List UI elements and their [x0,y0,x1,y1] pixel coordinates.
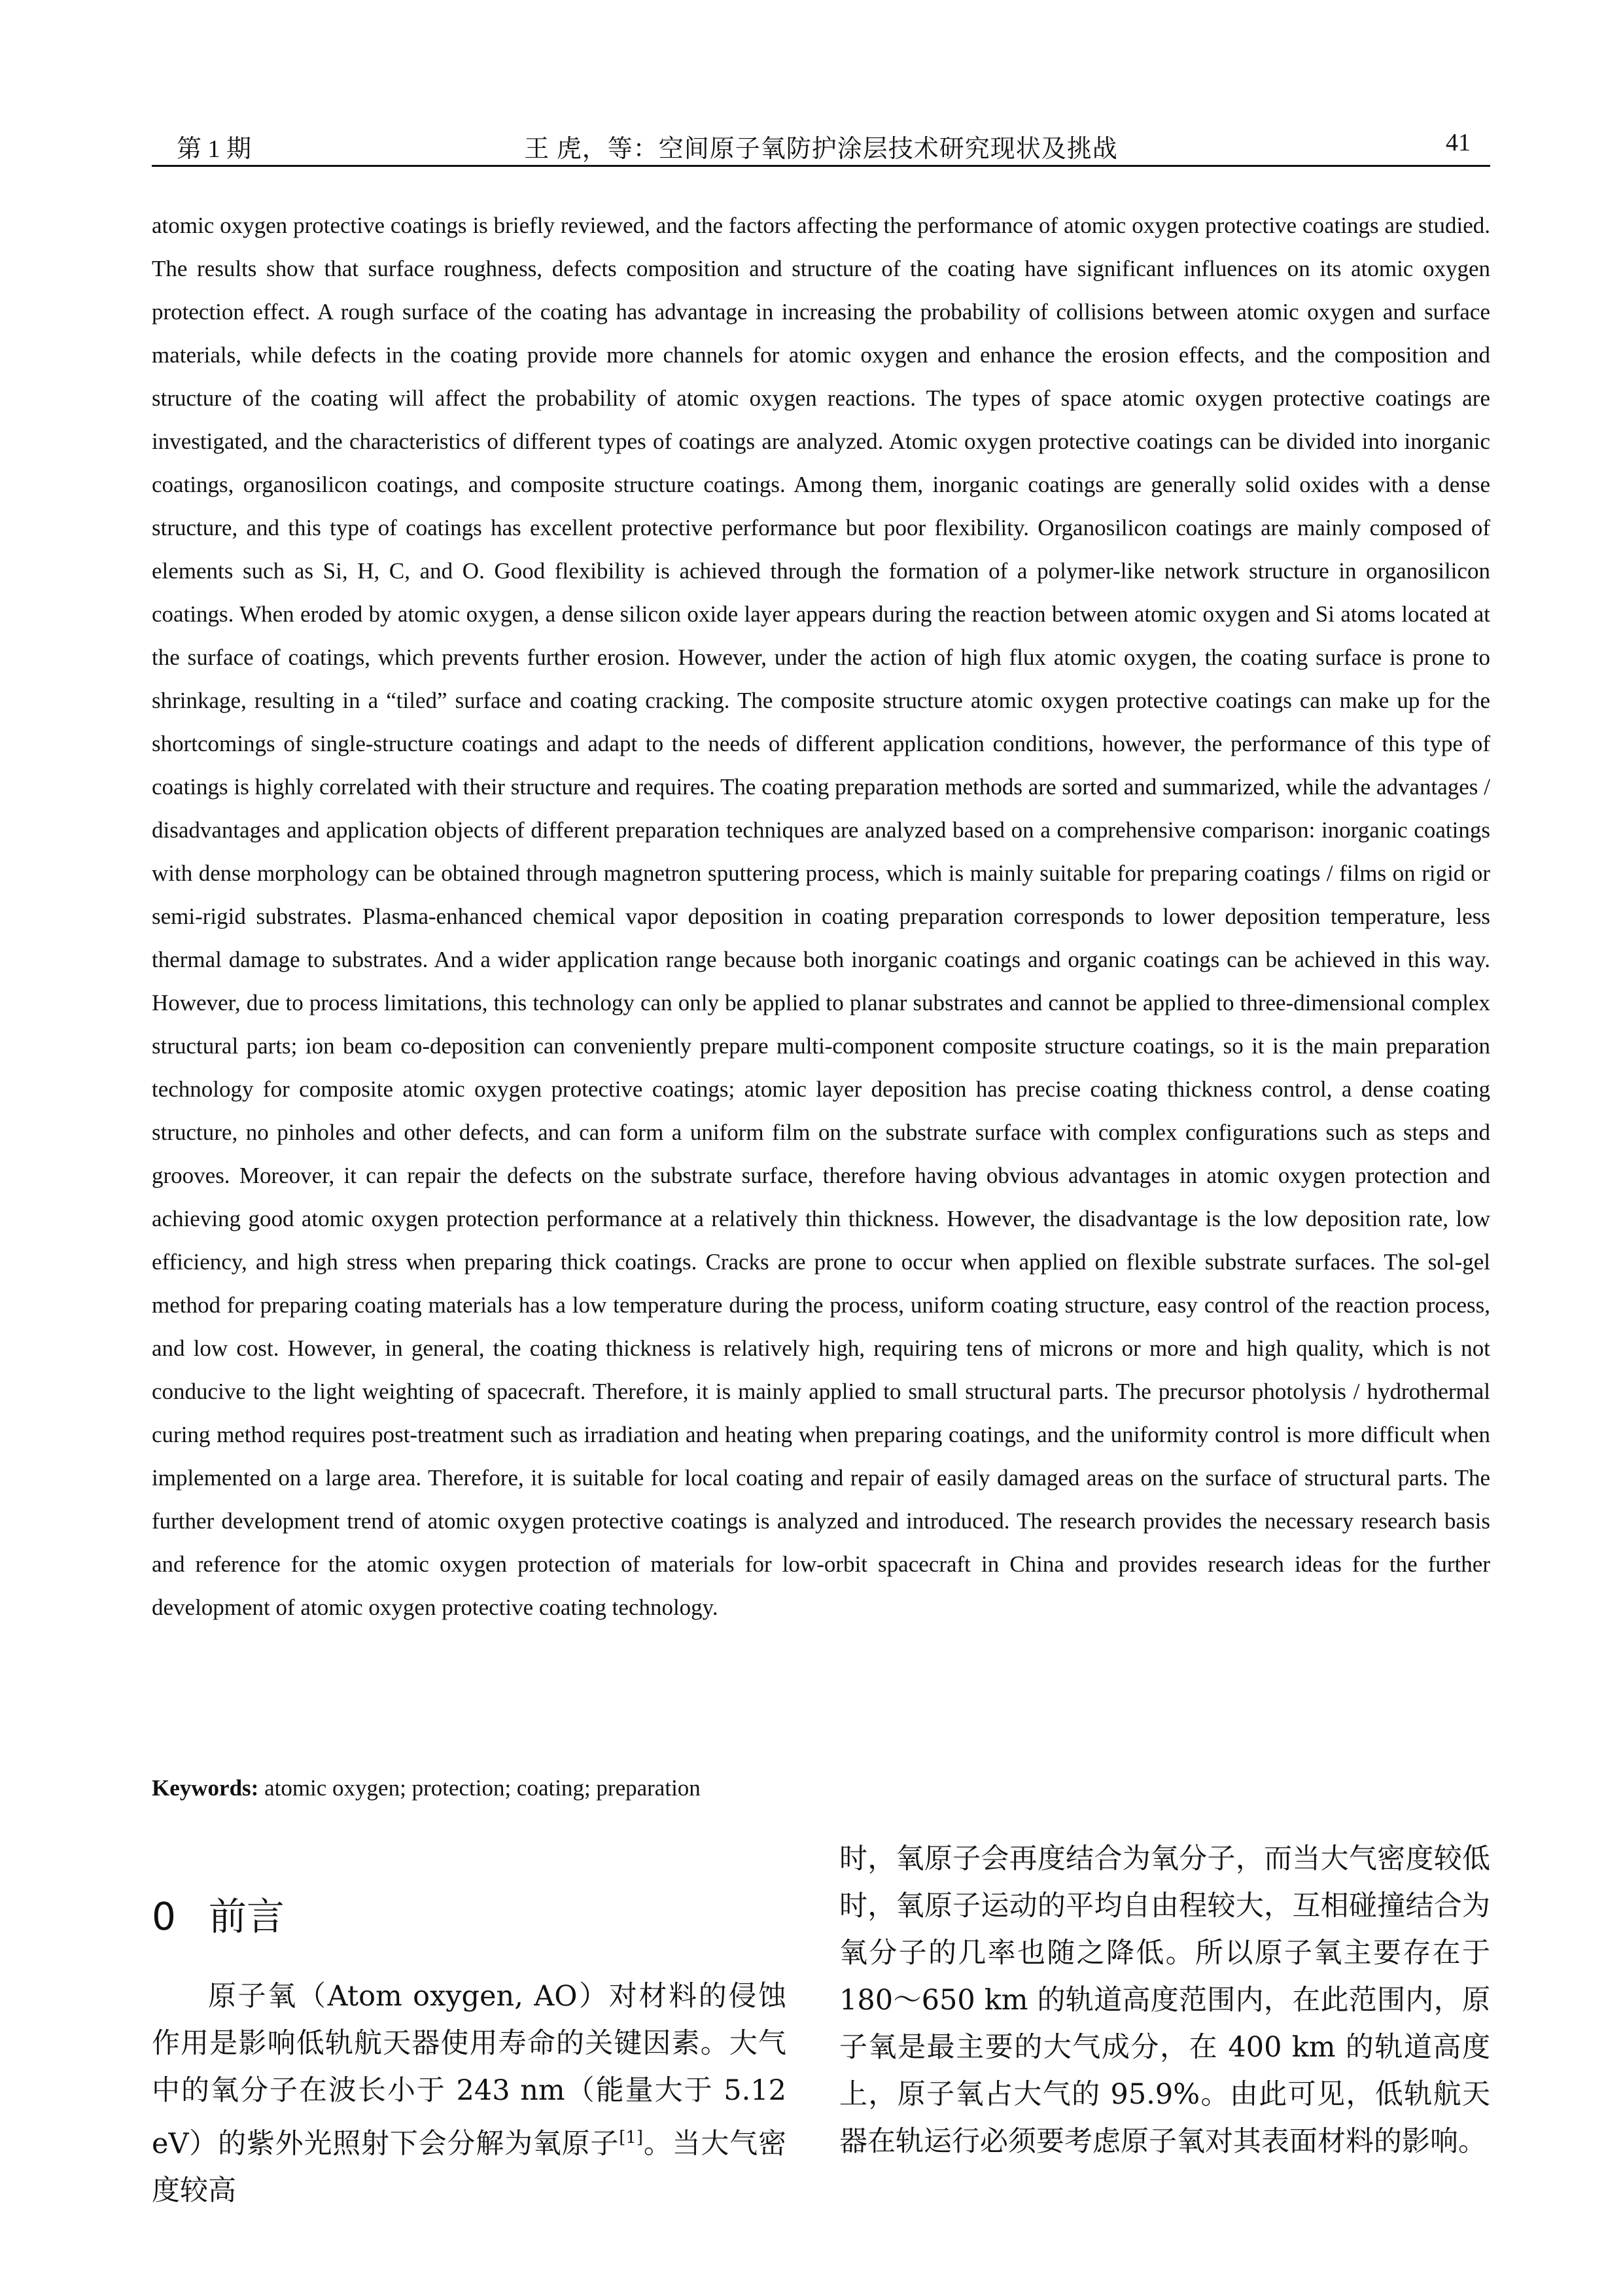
keywords-label: Keywords: [152,1775,259,1801]
header-rule [152,165,1490,167]
intro-paragraph [152,1973,786,2214]
running-title: 王 虎，等：空间原子氧防护涂层技术研究现状及挑战 [524,135,1118,163]
section-heading [152,1886,285,1941]
keywords-text: atomic oxygen; protection; coating; preparation [264,1775,701,1801]
issue-label: 第 1 期 [177,135,252,163]
continued-paragraph: 时，氧原子会再度结合为氧分子，而当大气密度较低时，氧原子运动的平均自由程较大，互相碰撞结合为氧分子的几率也随之降低。所以原子氧主要存在于 180～650 km 的轨道高度范围内，在此范围内，原子氧是最主要的大气成分，在 400 km 的轨道高度上，原子氧占大气的 95.9%。由此可见，低轨航天器在轨运行必须要考虑原子氧对其表面材料的影响。 [839,1843,1490,2158]
abstract-continuation [152,204,1490,1629]
abstract-text: atomic oxygen protective coatings is briefly reviewed, and the factors affecting the performance of atomic oxygen protective coatings are studied. The results show that surface roughness, defects composition and structure of the coating have significant influences on its atomic oxygen protection effect. A rough surface of the coating has advantage in increasing the probability of collisions between atomic oxygen and surface materials, while defects in the coating provide more channels for atomic oxygen and enhance the erosion effects, and the composition and structure of the coating will affect the probability of atomic oxygen reactions. The types of space atomic oxygen protective coatings are investigated, and the characteristics of different types of coatings are analyzed. Atomic oxygen protective coatings can be divided into inorganic coatings, organosilicon coatings, and composite structure coatings. Among them, inorganic coatings are generally solid oxides with a dense structure, and this type of coatings has excellent protective performance but poor flexibility. Organosilicon coatings are mainly composed of elements such as Si, H, C, and O. Good flexibility is achieved through the formation of a polymer-like network structure in organosilicon coatings. When eroded by atomic oxygen, a dense silicon oxide layer appears during the reaction between atomic oxygen and Si atoms located at the surface of coatings, which prevents further erosion. However, under the action of high flux atomic oxygen, the coating surface is prone to shrinkage, resulting in a “tiled” surface and coating cracking. The composite structure atomic oxygen protective coatings can make up for the shortcomings of single-structure coatings and adapt to the needs of different application conditions, however, the performance of this type of coatings is highly correlated with their structure and requires. The coating preparation methods are sorted and summarized, while the advantages / disadvantages and application objects of different preparation techniques are analyzed based on a comprehensive comparison: inorganic coatings with dense morphology can be obtained through magnetron sputtering process, which is mainly suitable for preparing coatings / films on rigid or semi-rigid substrates. Plasma-enhanced chemical vapor deposition in coating preparation corresponds to lower deposition temperature, less thermal damage to substrates. And a wider application range because both inorganic coatings and organic coatings can be achieved in this way. However, due to process limitations, this technology can only be applied to planar substrates and cannot be applied to three-dimensional complex structural parts; ion beam co-deposition can conveniently prepare multi-component composite structure coatings, so it is the main preparation technology for composite atomic oxygen protective coatings; atomic layer deposition has precise coating thickness control, a dense coating structure, no pinholes and other defects, and can form a uniform film on the substrate surface with complex configurations such as steps and grooves. Moreover, it can repair the defects on the substrate surface, therefore having obvious advantages in atomic oxygen protection and achieving good atomic oxygen protection performance at a relatively thin thickness. However, the disadvantage is the low deposition rate, low efficiency, and high stress when preparing thick coatings. Cracks are prone to occur when applied on flexible substrate surfaces. The sol-gel method for preparing coating materials has a low temperature during the process, uniform coating structure, easy control of the reaction process, and low cost. However, in general, the coating thickness is relatively high, requiring tens of microns or more and high quality, which is not conducive to the light weighting of spacecraft. Therefore, it is mainly applied to small structural parts. The precursor photolysis / hydrothermal curing method requires post-treatment such as irradiation and heating when preparing coatings, and the uniformity control is more difficult when implemented on a large area. Therefore, it is suitable for local coating and repair of easily damaged areas on the surface of structural parts. The further development trend of atomic oxygen protective coatings is analyzed and introduced. The research provides the necessary research basis and reference for the atomic oxygen protection of materials for low-orbit spacecraft in China and provides research ideas for the further development of atomic oxygen protective coating technology. [152,213,1490,1620]
running-header [152,128,1490,165]
intro-text-tail: 。当大气密度较高 [152,2127,786,2208]
keywords-line [152,1767,1490,1810]
section-number: 0 [152,1894,176,1939]
page-number: 41 [1446,129,1471,156]
citation-ref[interactable]: [1] [619,2128,644,2147]
section-title: 前言 [208,1894,285,1939]
body-column-right [839,1835,1490,2165]
intro-text: 原子氧（Atom oxygen, AO）对材料的侵蚀作用是影响低轨航天器使用寿命的关键因素。大气中的氧分子在波长小于 243 nm（能量大于 5.12 eV）的紫外光照射下会分解为氧原子 [152,1980,786,2161]
body-column-left [152,1973,786,2214]
